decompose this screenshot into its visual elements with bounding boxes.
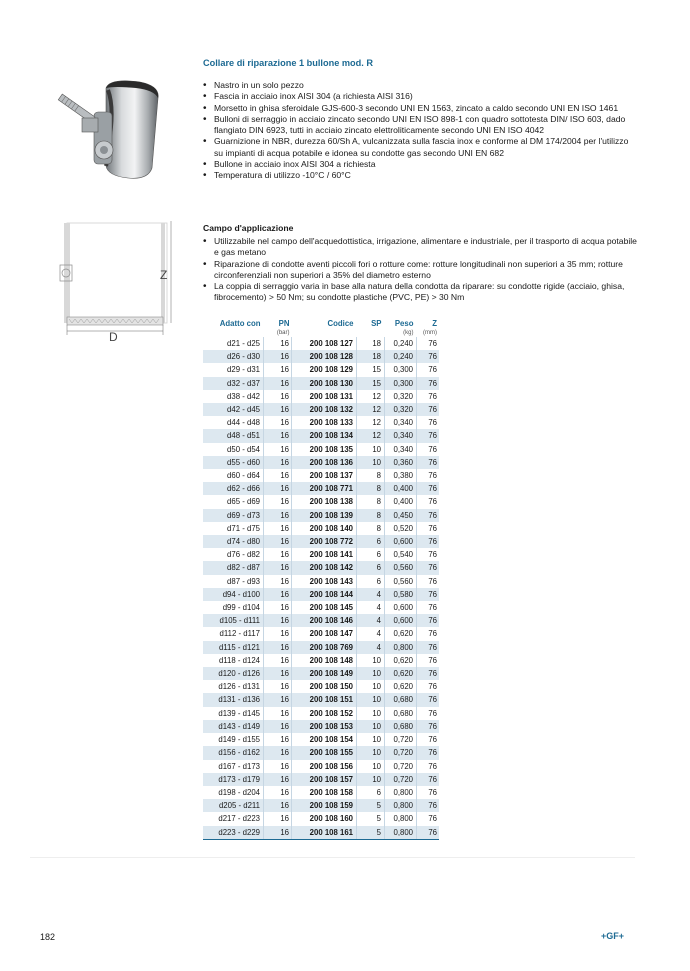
col-header: Codice (327, 319, 354, 328)
table-cell: 0,450 (385, 509, 417, 522)
table-cell: 16 (264, 350, 292, 363)
feature-list (203, 80, 638, 182)
table-row (203, 495, 439, 508)
table-row (203, 588, 439, 601)
table-cell: 16 (264, 429, 292, 442)
table-cell: 76 (417, 561, 440, 574)
table-cell: 16 (264, 614, 292, 627)
application-title: Campo d'applicazione (203, 223, 294, 233)
table-cell: 200 108 138 (292, 495, 357, 508)
feature-item: • Bulloni di serraggio in acciaio zincato secondo UNI EN ISO 898-1 con quadro sottotesta DIN/ ISO 603, dado flangiato DIN 6923, tutti in acciaio zincato elettroliticamente secondo UNI EN ISO 4042 (203, 114, 638, 137)
table-cell: 76 (428, 655, 437, 665)
table-cell: 16 (264, 654, 292, 667)
table-cell: 76 (428, 735, 437, 745)
table-cell: 76 (428, 708, 437, 718)
table-row (203, 429, 439, 442)
table-cell: 0,600 (385, 535, 417, 548)
table-cell: 0,800 (385, 826, 417, 840)
table-cell: 200 108 131 (292, 390, 357, 403)
table-row (203, 601, 439, 614)
table-cell: 10 (357, 667, 385, 680)
table-cell: 16 (264, 561, 292, 574)
table-cell: d112 - d117 (203, 627, 264, 640)
table-cell: 16 (264, 733, 292, 746)
table-cell: 76 (417, 641, 440, 654)
table-row (203, 654, 439, 667)
table-cell: d55 - d60 (203, 456, 264, 469)
table-cell: 0,300 (385, 363, 417, 376)
table-cell: 200 108 155 (292, 746, 357, 759)
table-row (203, 482, 439, 495)
table-row (203, 535, 439, 548)
table-cell: 200 108 158 (292, 786, 357, 799)
table-cell: 10 (357, 443, 385, 456)
table-cell: 16 (264, 641, 292, 654)
table-cell: 0,800 (385, 641, 417, 654)
table-cell: 0,380 (385, 469, 417, 482)
table-cell: d156 - d162 (203, 746, 264, 759)
table-row (203, 786, 439, 799)
table-row (203, 337, 439, 350)
feature-item: • Guarnizione in NBR, durezza 60/Sh A, vulcanizzata sulla fascia inox e conforme al DM 174/2004 per l'utilizzo su impianti di acqua potabile e idonea su condotte gas secondo UNI EN 682 (203, 136, 638, 159)
d-dimension-label: D (109, 330, 118, 343)
table-cell: 76 (417, 799, 440, 812)
table-cell: 200 108 139 (292, 509, 357, 522)
table-row (203, 667, 439, 680)
table-cell: 0,320 (385, 390, 417, 403)
technical-drawing (57, 213, 177, 343)
table-cell: 16 (264, 799, 292, 812)
table-cell: d50 - d54 (203, 443, 264, 456)
table-cell: 76 (417, 693, 440, 706)
table-cell: 0,600 (385, 614, 417, 627)
table-cell: d131 - d136 (203, 693, 264, 706)
product-photo (48, 76, 178, 196)
table-row (203, 350, 439, 363)
table-row (203, 390, 439, 403)
col-header: Adatto con (219, 319, 261, 328)
col-header: SP (371, 319, 382, 328)
table-cell: 0,560 (385, 575, 417, 588)
table-cell: 76 (428, 471, 437, 481)
table-cell: 12 (357, 390, 385, 403)
table-cell: 76 (428, 523, 437, 533)
table-cell: 10 (357, 707, 385, 720)
table-cell: 76 (417, 403, 440, 416)
table-cell: 16 (264, 667, 292, 680)
table-cell: 4 (357, 641, 385, 654)
table-cell: 16 (264, 495, 292, 508)
table-cell: 16 (264, 693, 292, 706)
table-row (203, 561, 439, 574)
table-cell: 200 108 146 (292, 614, 357, 627)
table-cell: 16 (264, 443, 292, 456)
table-cell: 200 108 128 (292, 350, 357, 363)
table-cell: 0,720 (385, 773, 417, 786)
table-row (203, 733, 439, 746)
feature-item: • Fascia in acciaio inox AISI 304 (a richiesta AISI 316) (203, 91, 638, 102)
table-cell: 76 (428, 787, 437, 797)
table-cell: 12 (357, 403, 385, 416)
table-cell: 10 (357, 733, 385, 746)
table-cell: 76 (417, 720, 440, 733)
table-cell: 10 (357, 720, 385, 733)
table-cell: 6 (357, 786, 385, 799)
table-cell: 15 (357, 377, 385, 390)
table-cell: 16 (264, 812, 292, 825)
table-cell: 200 108 141 (292, 548, 357, 561)
table-cell: 200 108 149 (292, 667, 357, 680)
table-cell: d126 - d131 (203, 680, 264, 693)
table-cell: 16 (264, 469, 292, 482)
table-cell: d87 - d93 (203, 575, 264, 588)
table-cell: d21 - d25 (203, 337, 264, 350)
table-cell: 76 (428, 497, 437, 507)
table-cell: d94 - d100 (203, 588, 264, 601)
table-cell: 200 108 143 (292, 575, 357, 588)
table-row (203, 456, 439, 469)
table-cell: 0,320 (385, 403, 417, 416)
table-row (203, 693, 439, 706)
application-item: • Utilizzabile nel campo dell'acquedottistica, irrigazione, alimentare e industriale, per il trasporto di acqua potabile e gas metano (203, 236, 638, 259)
table-cell: 5 (357, 826, 385, 840)
table-cell: 76 (417, 429, 440, 442)
table-cell: 200 108 127 (292, 337, 357, 350)
application-item: • Riparazione di condotte aventi piccoli fori o rotture come: rotture longitudinali non superiori a 35 mm; rotture circonferenziali non superiori a 35% del diametro esterno (203, 259, 638, 282)
table-cell: 0,340 (385, 416, 417, 429)
table-cell: 4 (357, 627, 385, 640)
page-number: 182 (40, 932, 56, 942)
table-cell: 0,620 (385, 667, 417, 680)
table-cell: 200 108 161 (292, 826, 357, 840)
table-row (203, 377, 439, 390)
table-cell: 16 (264, 575, 292, 588)
table-cell: 76 (417, 773, 440, 786)
table-cell: 6 (357, 535, 385, 548)
table-cell: d62 - d66 (203, 482, 264, 495)
table-cell: 10 (357, 773, 385, 786)
table-row (203, 548, 439, 561)
table-cell: 76 (428, 444, 437, 454)
table-cell: 16 (264, 337, 292, 350)
table-cell: 16 (264, 588, 292, 601)
col-header: PN (bar) (276, 319, 290, 336)
table-row (203, 522, 439, 535)
table-cell: d143 - d149 (203, 720, 264, 733)
table-cell: 16 (264, 403, 292, 416)
table-cell: 200 108 129 (292, 363, 357, 376)
table-cell: 0,680 (385, 707, 417, 720)
table-cell: 8 (357, 509, 385, 522)
table-cell: 200 108 150 (292, 680, 357, 693)
table-cell: 76 (417, 482, 440, 495)
table-cell: 10 (357, 760, 385, 773)
table-row (203, 614, 439, 627)
table-cell: d60 - d64 (203, 469, 264, 482)
table-cell: 200 108 135 (292, 443, 357, 456)
table-cell: 76 (417, 614, 440, 627)
table-cell: d149 - d155 (203, 733, 264, 746)
table-row (203, 720, 439, 733)
table-cell: 4 (357, 601, 385, 614)
table-cell: 0,600 (385, 601, 417, 614)
table-cell: 76 (417, 377, 440, 390)
table-cell: 16 (264, 548, 292, 561)
table-cell: 0,340 (385, 429, 417, 442)
table-cell: 10 (357, 456, 385, 469)
table-cell: 76 (428, 814, 437, 824)
table-cell: 0,360 (385, 456, 417, 469)
table-cell: 76 (428, 365, 437, 375)
table-cell: 18 (357, 337, 385, 350)
table-cell: d217 - d223 (203, 812, 264, 825)
table-row (203, 575, 439, 588)
col-header: Z (mm) (423, 319, 437, 336)
table-cell: 10 (357, 654, 385, 667)
table-cell: 76 (417, 535, 440, 548)
table-cell: 15 (357, 363, 385, 376)
table-row (203, 469, 439, 482)
table-cell: 16 (264, 760, 292, 773)
table-cell: 200 108 156 (292, 760, 357, 773)
table-cell: d105 - d111 (203, 614, 264, 627)
table-cell: 8 (357, 469, 385, 482)
table-row (203, 627, 439, 640)
table-cell: 16 (264, 786, 292, 799)
table-cell: 16 (264, 627, 292, 640)
table-cell: 0,520 (385, 522, 417, 535)
table-cell: 16 (264, 535, 292, 548)
table-header-row (203, 318, 439, 337)
table-cell: d44 - d48 (203, 416, 264, 429)
footer-divider (30, 857, 635, 858)
table-cell: 200 108 145 (292, 601, 357, 614)
table-cell: 16 (264, 482, 292, 495)
table-cell: 200 108 133 (292, 416, 357, 429)
table-cell: d32 - d37 (203, 377, 264, 390)
table-cell: 16 (264, 680, 292, 693)
table-cell: 12 (357, 429, 385, 442)
feature-item: • Morsetto in ghisa sferoidale GJS-600-3 secondo UNI EN 1563, zincato a caldo secondo UNI EN ISO 1461 (203, 103, 638, 114)
table-row (203, 416, 439, 429)
table-cell: 16 (264, 601, 292, 614)
table-row (203, 826, 439, 840)
table-cell: d82 - d87 (203, 561, 264, 574)
table-cell: 0,580 (385, 588, 417, 601)
product-title: Collare di riparazione 1 bullone mod. R (203, 58, 373, 68)
table-cell: 6 (357, 575, 385, 588)
table-cell: 200 108 148 (292, 654, 357, 667)
table-cell: 4 (357, 588, 385, 601)
table-cell: 76 (428, 603, 437, 613)
table-cell: d173 - d179 (203, 773, 264, 786)
table-cell: 200 108 134 (292, 429, 357, 442)
table-cell: 16 (264, 377, 292, 390)
table-cell: 0,240 (385, 337, 417, 350)
table-cell: 16 (264, 773, 292, 786)
table-row (203, 363, 439, 376)
table-row (203, 443, 439, 456)
table-cell: 200 108 151 (292, 693, 357, 706)
table-cell: 76 (428, 391, 437, 401)
feature-item: • Bullone in acciaio inox AISI 304 a richiesta (203, 159, 638, 170)
table-cell: 76 (417, 588, 440, 601)
table-cell: 0,720 (385, 733, 417, 746)
table-cell: 5 (357, 799, 385, 812)
table-cell: 0,720 (385, 760, 417, 773)
table-cell: 200 108 154 (292, 733, 357, 746)
table-cell: 0,620 (385, 654, 417, 667)
table-cell: 200 108 132 (292, 403, 357, 416)
table-cell: d115 - d121 (203, 641, 264, 654)
table-cell: d205 - d211 (203, 799, 264, 812)
table-cell: 200 108 769 (292, 641, 357, 654)
table-cell: 76 (428, 418, 437, 428)
table-cell: 76 (417, 667, 440, 680)
table-cell: 0,620 (385, 627, 417, 640)
table-cell: 200 108 142 (292, 561, 357, 574)
table-cell: 0,620 (385, 680, 417, 693)
table-cell: 10 (357, 693, 385, 706)
table-cell: 76 (428, 550, 437, 560)
table-row (203, 707, 439, 720)
table-cell: 200 108 136 (292, 456, 357, 469)
table-cell: 76 (428, 682, 437, 692)
table-cell: 200 108 153 (292, 720, 357, 733)
table-cell: d120 - d126 (203, 667, 264, 680)
table-cell: 16 (264, 390, 292, 403)
table-cell: 200 108 159 (292, 799, 357, 812)
table-cell: d223 - d229 (203, 826, 264, 840)
table-cell: 76 (428, 629, 437, 639)
table-cell: d198 - d204 (203, 786, 264, 799)
table-row (203, 760, 439, 773)
table-cell: 200 108 140 (292, 522, 357, 535)
table-cell: 0,680 (385, 693, 417, 706)
table-cell: 76 (428, 761, 437, 771)
table-cell: d99 - d104 (203, 601, 264, 614)
col-header: Peso (kg) (394, 319, 414, 336)
table-cell: 16 (264, 746, 292, 759)
table-cell: d26 - d30 (203, 350, 264, 363)
table-cell: 0,340 (385, 443, 417, 456)
table-cell: 16 (264, 456, 292, 469)
application-list (203, 236, 638, 304)
table-cell: 16 (264, 509, 292, 522)
table-cell: 200 108 137 (292, 469, 357, 482)
table-cell: d167 - d173 (203, 760, 264, 773)
table-cell: 16 (264, 522, 292, 535)
table-cell: 6 (357, 561, 385, 574)
table-cell: 76 (417, 350, 440, 363)
table-cell: 16 (264, 707, 292, 720)
feature-item: • Nastro in un solo pezzo (203, 80, 638, 91)
table-cell: d71 - d75 (203, 522, 264, 535)
table-cell: 0,680 (385, 720, 417, 733)
spec-table (203, 318, 439, 840)
table-cell: d76 - d82 (203, 548, 264, 561)
table-cell: 4 (357, 614, 385, 627)
feature-item: • Temperatura di utilizzo -10°C / 60°C (203, 170, 638, 181)
table-row (203, 403, 439, 416)
table-cell: 16 (264, 720, 292, 733)
table-cell: 76 (428, 339, 437, 348)
table-cell: 0,720 (385, 746, 417, 759)
table-cell: 200 108 144 (292, 588, 357, 601)
z-dimension-label: Z (160, 268, 168, 282)
table-cell: d65 - d69 (203, 495, 264, 508)
table-cell: 16 (264, 416, 292, 429)
application-item: • La coppia di serraggio varia in base alla natura della condotta da riparare: su condotte rigide (acciaio, ghisa, fibrocemento) > 50 Nm; su condotte plastiche (PVC, PE) > 30 Nm (203, 281, 638, 304)
table-cell: d48 - d51 (203, 429, 264, 442)
table-cell: 8 (357, 482, 385, 495)
table-cell: 18 (357, 350, 385, 363)
table-cell: 0,300 (385, 377, 417, 390)
table-cell: 200 108 157 (292, 773, 357, 786)
table-cell: 200 108 152 (292, 707, 357, 720)
table-row (203, 773, 439, 786)
table-cell: d42 - d45 (203, 403, 264, 416)
table-cell: 76 (417, 746, 440, 759)
table-cell: 0,560 (385, 561, 417, 574)
table-cell: 0,800 (385, 786, 417, 799)
table-cell: 76 (417, 456, 440, 469)
table-cell: 6 (357, 548, 385, 561)
table-cell: 16 (264, 363, 292, 376)
table-cell: d29 - d31 (203, 363, 264, 376)
table-cell: 76 (417, 826, 440, 840)
table-row (203, 746, 439, 759)
table-row (203, 680, 439, 693)
table-cell: 10 (357, 746, 385, 759)
table-cell: 0,540 (385, 548, 417, 561)
table-cell: 76 (428, 576, 437, 586)
table-cell: 200 108 772 (292, 535, 357, 548)
table-cell: 8 (357, 522, 385, 535)
table-row (203, 641, 439, 654)
table-cell: 0,800 (385, 812, 417, 825)
table-cell: d118 - d124 (203, 654, 264, 667)
table-cell: 12 (357, 416, 385, 429)
table-cell: 200 108 771 (292, 482, 357, 495)
table-cell: 10 (357, 680, 385, 693)
table-cell: 0,400 (385, 495, 417, 508)
table-row (203, 812, 439, 825)
table-cell: 5 (357, 812, 385, 825)
table-cell: d69 - d73 (203, 509, 264, 522)
table-cell: 200 108 130 (292, 377, 357, 390)
gf-logo: +GF+ (601, 931, 625, 941)
table-row (203, 799, 439, 812)
table-cell: d74 - d80 (203, 535, 264, 548)
table-cell: 0,400 (385, 482, 417, 495)
table-cell: 0,240 (385, 350, 417, 363)
table-cell: 200 108 160 (292, 812, 357, 825)
table-cell: 16 (264, 826, 292, 840)
table-cell: 200 108 147 (292, 627, 357, 640)
table-cell: 76 (417, 509, 440, 522)
table-cell: 8 (357, 495, 385, 508)
table-cell: 0,800 (385, 799, 417, 812)
table-cell: d38 - d42 (203, 390, 264, 403)
table-row (203, 509, 439, 522)
table-cell: d139 - d145 (203, 707, 264, 720)
